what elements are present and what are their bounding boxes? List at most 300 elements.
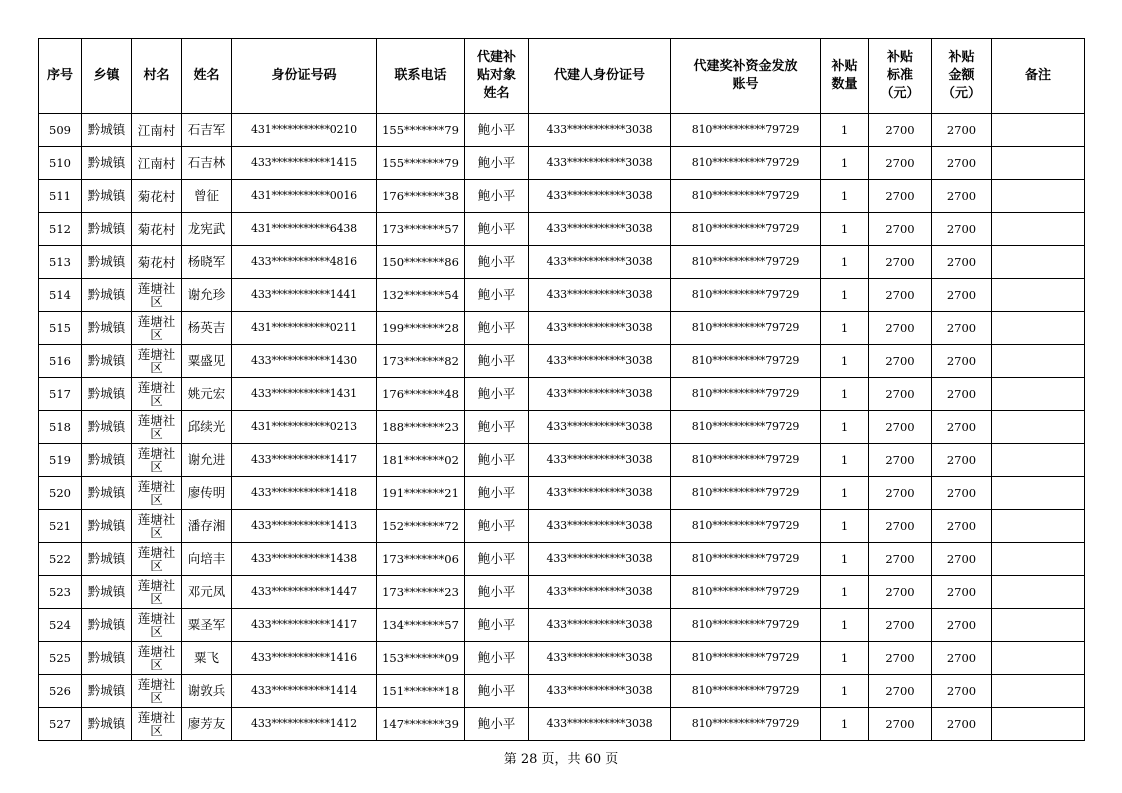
cell-agent-id-number: 433***********3038 xyxy=(529,477,671,510)
header-name-line: 姓名 xyxy=(193,68,220,83)
cell-village: 莲塘社区 xyxy=(132,345,182,378)
cell-id-number: 433***********1418 xyxy=(232,477,377,510)
cell-township: 黔城镇 xyxy=(82,312,132,345)
header-payment-account-line: 账号 xyxy=(732,77,759,92)
cell-payment-account: 810**********79729 xyxy=(671,180,821,213)
header-township xyxy=(82,39,132,114)
cell-id-number: 433***********1417 xyxy=(232,444,377,477)
cell-village: 莲塘社区 xyxy=(132,279,182,312)
cell-village: 莲塘社区 xyxy=(132,477,182,510)
cell-subsidy-amount: 2700 xyxy=(932,246,992,279)
cell-township: 黔城镇 xyxy=(82,180,132,213)
cell-agent-name: 鲍小平 xyxy=(465,543,529,576)
cell-village: 菊花村 xyxy=(132,180,182,213)
cell-payment-account: 810**********79729 xyxy=(671,708,821,741)
cell-agent-name: 鲍小平 xyxy=(465,510,529,543)
cell-agent-name: 鲍小平 xyxy=(465,576,529,609)
cell-township: 黔城镇 xyxy=(82,279,132,312)
cell-agent-name: 鲍小平 xyxy=(465,345,529,378)
cell-seq-no: 527 xyxy=(39,708,82,741)
cell-subsidy-amount: 2700 xyxy=(932,279,992,312)
cell-id-number: 433***********4816 xyxy=(232,246,377,279)
table-row xyxy=(39,246,1085,279)
cell-agent-id-number: 433***********3038 xyxy=(529,576,671,609)
cell-remarks xyxy=(992,444,1085,477)
cell-id-number: 433***********1438 xyxy=(232,543,377,576)
cell-agent-name: 鲍小平 xyxy=(465,246,529,279)
header-subsidy-quantity xyxy=(821,39,869,114)
cell-subsidy-standard: 2700 xyxy=(869,642,932,675)
cell-remarks xyxy=(992,675,1085,708)
cell-seq-no: 510 xyxy=(39,147,82,180)
cell-agent-id-number: 433***********3038 xyxy=(529,213,671,246)
cell-id-number: 431***********6438 xyxy=(232,213,377,246)
header-agent-id-number xyxy=(529,39,671,114)
cell-subsidy-quantity: 1 xyxy=(821,345,869,378)
cell-subsidy-standard: 2700 xyxy=(869,708,932,741)
cell-township: 黔城镇 xyxy=(82,411,132,444)
cell-remarks xyxy=(992,576,1085,609)
cell-id-number: 431***********0211 xyxy=(232,312,377,345)
cell-phone: 173*******82 xyxy=(377,345,465,378)
cell-subsidy-quantity: 1 xyxy=(821,708,869,741)
cell-seq-no: 515 xyxy=(39,312,82,345)
cell-township: 黔城镇 xyxy=(82,708,132,741)
cell-phone: 134*******57 xyxy=(377,609,465,642)
cell-remarks xyxy=(992,411,1085,444)
cell-seq-no: 517 xyxy=(39,378,82,411)
cell-village: 莲塘社区 xyxy=(132,312,182,345)
cell-seq-no: 522 xyxy=(39,543,82,576)
cell-village: 菊花村 xyxy=(132,246,182,279)
cell-township: 黔城镇 xyxy=(82,114,132,147)
cell-agent-id-number: 433***********3038 xyxy=(529,312,671,345)
header-subsidy-amount-line: 金额 xyxy=(948,68,975,83)
cell-payment-account: 810**********79729 xyxy=(671,213,821,246)
cell-name: 向培丰 xyxy=(182,543,232,576)
cell-payment-account: 810**********79729 xyxy=(671,345,821,378)
cell-seq-no: 525 xyxy=(39,642,82,675)
cell-name: 邓元凤 xyxy=(182,576,232,609)
cell-subsidy-standard: 2700 xyxy=(869,510,932,543)
cell-subsidy-amount: 2700 xyxy=(932,312,992,345)
cell-subsidy-standard: 2700 xyxy=(869,147,932,180)
cell-subsidy-amount: 2700 xyxy=(932,477,992,510)
cell-remarks xyxy=(992,708,1085,741)
cell-village: 莲塘社区 xyxy=(132,576,182,609)
cell-remarks xyxy=(992,543,1085,576)
cell-seq-no: 520 xyxy=(39,477,82,510)
header-agent-name-line: 贴对象 xyxy=(476,68,516,83)
cell-phone: 151*******18 xyxy=(377,675,465,708)
cell-payment-account: 810**********79729 xyxy=(671,378,821,411)
header-agent-name xyxy=(465,39,529,114)
cell-subsidy-amount: 2700 xyxy=(932,543,992,576)
cell-seq-no: 512 xyxy=(39,213,82,246)
cell-payment-account: 810**********79729 xyxy=(671,642,821,675)
cell-remarks xyxy=(992,609,1085,642)
cell-subsidy-standard: 2700 xyxy=(869,345,932,378)
cell-phone: 132*******54 xyxy=(377,279,465,312)
cell-township: 黔城镇 xyxy=(82,213,132,246)
table-row xyxy=(39,708,1085,741)
cell-agent-id-number: 433***********3038 xyxy=(529,609,671,642)
cell-id-number: 433***********1414 xyxy=(232,675,377,708)
table-row xyxy=(39,675,1085,708)
cell-name: 粟圣军 xyxy=(182,609,232,642)
cell-name: 潘存湘 xyxy=(182,510,232,543)
cell-village: 莲塘社区 xyxy=(132,543,182,576)
cell-phone: 147*******39 xyxy=(377,708,465,741)
cell-agent-name: 鲍小平 xyxy=(465,708,529,741)
cell-agent-id-number: 433***********3038 xyxy=(529,147,671,180)
cell-agent-name: 鲍小平 xyxy=(465,609,529,642)
cell-seq-no: 523 xyxy=(39,576,82,609)
cell-payment-account: 810**********79729 xyxy=(671,543,821,576)
table-row xyxy=(39,444,1085,477)
cell-subsidy-amount: 2700 xyxy=(932,642,992,675)
cell-subsidy-standard: 2700 xyxy=(869,675,932,708)
cell-subsidy-quantity: 1 xyxy=(821,213,869,246)
cell-name: 杨晓军 xyxy=(182,246,232,279)
cell-township: 黔城镇 xyxy=(82,642,132,675)
cell-township: 黔城镇 xyxy=(82,444,132,477)
cell-subsidy-amount: 2700 xyxy=(932,180,992,213)
cell-seq-no: 509 xyxy=(39,114,82,147)
cell-seq-no: 511 xyxy=(39,180,82,213)
cell-township: 黔城镇 xyxy=(82,510,132,543)
cell-name: 廖传明 xyxy=(182,477,232,510)
cell-phone: 173*******57 xyxy=(377,213,465,246)
cell-subsidy-quantity: 1 xyxy=(821,114,869,147)
cell-seq-no: 513 xyxy=(39,246,82,279)
cell-phone: 191*******21 xyxy=(377,477,465,510)
cell-seq-no: 526 xyxy=(39,675,82,708)
cell-id-number: 433***********1417 xyxy=(232,609,377,642)
cell-subsidy-amount: 2700 xyxy=(932,444,992,477)
table-row xyxy=(39,378,1085,411)
table-row xyxy=(39,576,1085,609)
table-row xyxy=(39,345,1085,378)
cell-id-number: 433***********1416 xyxy=(232,642,377,675)
cell-remarks xyxy=(992,345,1085,378)
cell-subsidy-quantity: 1 xyxy=(821,543,869,576)
cell-payment-account: 810**********79729 xyxy=(671,576,821,609)
cell-subsidy-quantity: 1 xyxy=(821,477,869,510)
cell-township: 黔城镇 xyxy=(82,378,132,411)
cell-payment-account: 810**********79729 xyxy=(671,147,821,180)
cell-subsidy-amount: 2700 xyxy=(932,378,992,411)
cell-subsidy-quantity: 1 xyxy=(821,675,869,708)
table-row xyxy=(39,510,1085,543)
header-subsidy-standard-line: （元） xyxy=(880,86,920,101)
cell-id-number: 433***********1415 xyxy=(232,147,377,180)
cell-agent-name: 鲍小平 xyxy=(465,642,529,675)
cell-remarks xyxy=(992,510,1085,543)
cell-seq-no: 519 xyxy=(39,444,82,477)
cell-subsidy-quantity: 1 xyxy=(821,312,869,345)
cell-subsidy-amount: 2700 xyxy=(932,411,992,444)
cell-agent-id-number: 433***********3038 xyxy=(529,708,671,741)
cell-subsidy-quantity: 1 xyxy=(821,246,869,279)
header-subsidy-quantity-line: 数量 xyxy=(831,77,858,92)
cell-payment-account: 810**********79729 xyxy=(671,411,821,444)
cell-payment-account: 810**********79729 xyxy=(671,246,821,279)
cell-subsidy-standard: 2700 xyxy=(869,477,932,510)
cell-payment-account: 810**********79729 xyxy=(671,444,821,477)
cell-name: 谢允进 xyxy=(182,444,232,477)
cell-subsidy-amount: 2700 xyxy=(932,708,992,741)
cell-seq-no: 521 xyxy=(39,510,82,543)
cell-id-number: 431***********0016 xyxy=(232,180,377,213)
cell-subsidy-amount: 2700 xyxy=(932,345,992,378)
cell-village: 莲塘社区 xyxy=(132,609,182,642)
header-village-line: 村名 xyxy=(143,68,170,83)
header-township-line: 乡镇 xyxy=(93,68,120,83)
cell-payment-account: 810**********79729 xyxy=(671,114,821,147)
cell-agent-name: 鲍小平 xyxy=(465,279,529,312)
cell-agent-name: 鲍小平 xyxy=(465,444,529,477)
cell-agent-id-number: 433***********3038 xyxy=(529,543,671,576)
cell-subsidy-standard: 2700 xyxy=(869,213,932,246)
cell-name: 谢允珍 xyxy=(182,279,232,312)
cell-village: 莲塘社区 xyxy=(132,642,182,675)
cell-remarks xyxy=(992,642,1085,675)
header-agent-name-line: 代建补 xyxy=(476,50,516,65)
cell-agent-name: 鲍小平 xyxy=(465,114,529,147)
cell-phone: 188*******23 xyxy=(377,411,465,444)
cell-remarks xyxy=(992,147,1085,180)
cell-remarks xyxy=(992,246,1085,279)
cell-seq-no: 514 xyxy=(39,279,82,312)
cell-id-number: 433***********1441 xyxy=(232,279,377,312)
cell-agent-id-number: 433***********3038 xyxy=(529,114,671,147)
cell-township: 黔城镇 xyxy=(82,477,132,510)
cell-remarks xyxy=(992,180,1085,213)
header-phone xyxy=(377,39,465,114)
cell-name: 姚元宏 xyxy=(182,378,232,411)
header-agent-id-number-line: 代建人身份证号 xyxy=(553,68,645,83)
cell-township: 黔城镇 xyxy=(82,246,132,279)
cell-id-number: 433***********1431 xyxy=(232,378,377,411)
cell-payment-account: 810**********79729 xyxy=(671,477,821,510)
cell-phone: 155*******79 xyxy=(377,114,465,147)
cell-subsidy-quantity: 1 xyxy=(821,378,869,411)
table-row xyxy=(39,543,1085,576)
cell-township: 黔城镇 xyxy=(82,147,132,180)
cell-subsidy-quantity: 1 xyxy=(821,609,869,642)
cell-remarks xyxy=(992,213,1085,246)
cell-agent-name: 鲍小平 xyxy=(465,147,529,180)
header-remarks-line: 备注 xyxy=(1024,68,1051,83)
cell-seq-no: 518 xyxy=(39,411,82,444)
table-header-row xyxy=(39,39,1085,114)
header-phone-line: 联系电话 xyxy=(394,68,447,83)
cell-subsidy-standard: 2700 xyxy=(869,279,932,312)
cell-phone: 173*******23 xyxy=(377,576,465,609)
cell-subsidy-amount: 2700 xyxy=(932,147,992,180)
cell-remarks xyxy=(992,279,1085,312)
cell-name: 谢敦兵 xyxy=(182,675,232,708)
cell-phone: 152*******72 xyxy=(377,510,465,543)
cell-subsidy-quantity: 1 xyxy=(821,147,869,180)
cell-subsidy-quantity: 1 xyxy=(821,642,869,675)
cell-agent-id-number: 433***********3038 xyxy=(529,675,671,708)
cell-id-number: 431***********0213 xyxy=(232,411,377,444)
cell-phone: 153*******09 xyxy=(377,642,465,675)
cell-subsidy-amount: 2700 xyxy=(932,675,992,708)
cell-village: 江南村 xyxy=(132,147,182,180)
table-row xyxy=(39,609,1085,642)
cell-township: 黔城镇 xyxy=(82,609,132,642)
cell-subsidy-quantity: 1 xyxy=(821,180,869,213)
cell-subsidy-standard: 2700 xyxy=(869,444,932,477)
header-payment-account xyxy=(671,39,821,114)
cell-subsidy-quantity: 1 xyxy=(821,411,869,444)
table-row xyxy=(39,642,1085,675)
header-subsidy-amount-line: （元） xyxy=(941,86,981,101)
cell-subsidy-amount: 2700 xyxy=(932,510,992,543)
cell-village: 莲塘社区 xyxy=(132,708,182,741)
cell-village: 莲塘社区 xyxy=(132,510,182,543)
cell-name: 廖芳友 xyxy=(182,708,232,741)
cell-agent-id-number: 433***********3038 xyxy=(529,411,671,444)
cell-agent-id-number: 433***********3038 xyxy=(529,345,671,378)
cell-agent-name: 鲍小平 xyxy=(465,180,529,213)
cell-subsidy-quantity: 1 xyxy=(821,576,869,609)
cell-subsidy-amount: 2700 xyxy=(932,576,992,609)
cell-payment-account: 810**********79729 xyxy=(671,675,821,708)
cell-payment-account: 810**********79729 xyxy=(671,312,821,345)
header-id-number xyxy=(232,39,377,114)
cell-agent-name: 鲍小平 xyxy=(465,378,529,411)
header-subsidy-amount-line: 补贴 xyxy=(948,50,975,65)
table-row xyxy=(39,279,1085,312)
table-row xyxy=(39,114,1085,147)
cell-name: 粟盛见 xyxy=(182,345,232,378)
cell-phone: 181*******02 xyxy=(377,444,465,477)
cell-phone: 173*******06 xyxy=(377,543,465,576)
cell-remarks xyxy=(992,114,1085,147)
cell-phone: 150*******86 xyxy=(377,246,465,279)
cell-id-number: 433***********1430 xyxy=(232,345,377,378)
cell-payment-account: 810**********79729 xyxy=(671,279,821,312)
header-village xyxy=(132,39,182,114)
header-subsidy-quantity-line: 补贴 xyxy=(831,59,858,74)
cell-name: 石吉林 xyxy=(182,147,232,180)
cell-subsidy-quantity: 1 xyxy=(821,444,869,477)
cell-name: 邱续光 xyxy=(182,411,232,444)
table-row xyxy=(39,147,1085,180)
cell-agent-id-number: 433***********3038 xyxy=(529,444,671,477)
cell-subsidy-standard: 2700 xyxy=(869,312,932,345)
cell-name: 石吉军 xyxy=(182,114,232,147)
cell-subsidy-standard: 2700 xyxy=(869,411,932,444)
header-subsidy-standard-line: 补贴 xyxy=(886,50,913,65)
cell-village: 江南村 xyxy=(132,114,182,147)
cell-village: 莲塘社区 xyxy=(132,378,182,411)
table-row xyxy=(39,312,1085,345)
cell-remarks xyxy=(992,312,1085,345)
cell-subsidy-standard: 2700 xyxy=(869,543,932,576)
cell-agent-id-number: 433***********3038 xyxy=(529,510,671,543)
cell-subsidy-standard: 2700 xyxy=(869,378,932,411)
cell-subsidy-quantity: 1 xyxy=(821,510,869,543)
cell-id-number: 431***********0210 xyxy=(232,114,377,147)
cell-township: 黔城镇 xyxy=(82,675,132,708)
cell-subsidy-standard: 2700 xyxy=(869,609,932,642)
header-payment-account-line: 代建奖补资金发放 xyxy=(693,59,798,74)
cell-id-number: 433***********1447 xyxy=(232,576,377,609)
cell-subsidy-standard: 2700 xyxy=(869,576,932,609)
table-row xyxy=(39,411,1085,444)
cell-remarks xyxy=(992,378,1085,411)
header-seq-no xyxy=(39,39,82,114)
header-subsidy-standard xyxy=(869,39,932,114)
cell-id-number: 433***********1413 xyxy=(232,510,377,543)
cell-township: 黔城镇 xyxy=(82,345,132,378)
cell-id-number: 433***********1412 xyxy=(232,708,377,741)
header-subsidy-amount xyxy=(932,39,992,114)
cell-township: 黔城镇 xyxy=(82,543,132,576)
cell-phone: 199*******28 xyxy=(377,312,465,345)
cell-phone: 155*******79 xyxy=(377,147,465,180)
cell-agent-name: 鲍小平 xyxy=(465,312,529,345)
header-subsidy-standard-line: 标准 xyxy=(886,68,913,83)
cell-subsidy-quantity: 1 xyxy=(821,279,869,312)
table-row xyxy=(39,477,1085,510)
cell-subsidy-amount: 2700 xyxy=(932,213,992,246)
cell-agent-name: 鲍小平 xyxy=(465,675,529,708)
cell-seq-no: 516 xyxy=(39,345,82,378)
cell-remarks xyxy=(992,477,1085,510)
cell-village: 莲塘社区 xyxy=(132,675,182,708)
cell-village: 莲塘社区 xyxy=(132,411,182,444)
cell-phone: 176*******38 xyxy=(377,180,465,213)
cell-agent-id-number: 433***********3038 xyxy=(529,279,671,312)
cell-subsidy-standard: 2700 xyxy=(869,114,932,147)
cell-name: 曾征 xyxy=(182,180,232,213)
subsidy-roster-sheet xyxy=(38,38,1084,741)
cell-agent-id-number: 433***********3038 xyxy=(529,180,671,213)
table-row xyxy=(39,180,1085,213)
cell-agent-id-number: 433***********3038 xyxy=(529,246,671,279)
cell-agent-name: 鲍小平 xyxy=(465,213,529,246)
cell-name: 杨英吉 xyxy=(182,312,232,345)
cell-subsidy-amount: 2700 xyxy=(932,114,992,147)
header-seq-no-line: 序号 xyxy=(46,68,73,83)
cell-village: 菊花村 xyxy=(132,213,182,246)
cell-agent-id-number: 433***********3038 xyxy=(529,642,671,675)
table-row xyxy=(39,213,1085,246)
cell-subsidy-standard: 2700 xyxy=(869,246,932,279)
cell-phone: 176*******48 xyxy=(377,378,465,411)
cell-township: 黔城镇 xyxy=(82,576,132,609)
cell-name: 粟飞 xyxy=(182,642,232,675)
cell-payment-account: 810**********79729 xyxy=(671,609,821,642)
header-agent-name-line: 姓名 xyxy=(483,86,510,101)
cell-seq-no: 524 xyxy=(39,609,82,642)
cell-subsidy-amount: 2700 xyxy=(932,609,992,642)
header-id-number-line: 身份证号码 xyxy=(271,68,337,83)
cell-subsidy-standard: 2700 xyxy=(869,180,932,213)
page-footer: 第 28 页，共 60 页 xyxy=(503,752,619,767)
cell-agent-name: 鲍小平 xyxy=(465,411,529,444)
table-body xyxy=(39,114,1085,741)
header-name xyxy=(182,39,232,114)
cell-name: 龙宪武 xyxy=(182,213,232,246)
cell-agent-id-number: 433***********3038 xyxy=(529,378,671,411)
